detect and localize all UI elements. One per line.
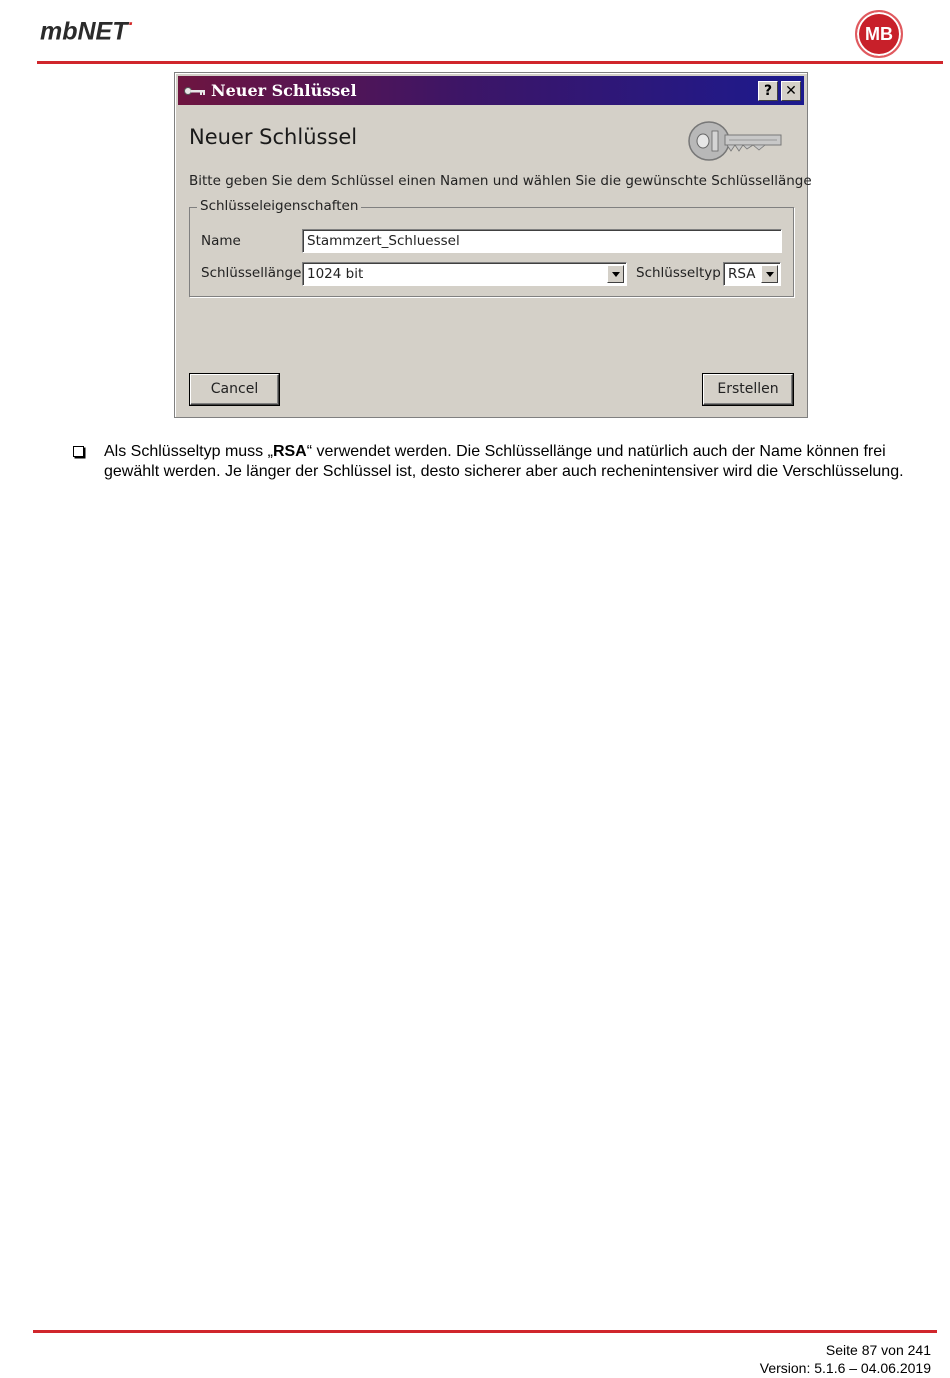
mbnet-logo bbox=[40, 14, 134, 46]
key-type-label: Schlüsseltyp bbox=[636, 265, 721, 281]
key-length-select[interactable] bbox=[302, 262, 627, 286]
group-title: Schlüsseleigenschaften bbox=[197, 198, 361, 214]
logo-text: mbNET bbox=[40, 17, 128, 46]
dialog-titlebar bbox=[178, 76, 804, 105]
para-text-before: Als Schlüsseltyp muss „ bbox=[104, 443, 273, 460]
page-number: Seite 87 von 241 bbox=[825, 1342, 931, 1358]
cancel-button[interactable]: Cancel bbox=[190, 374, 279, 405]
close-button[interactable]: ✕ bbox=[781, 81, 801, 101]
checkbox-bullet-icon bbox=[73, 446, 84, 457]
key-icon bbox=[687, 119, 787, 163]
logo-accent: · bbox=[127, 14, 134, 34]
dialog-window-title: Neuer Schlüssel bbox=[211, 81, 357, 100]
key-type-select[interactable] bbox=[723, 262, 781, 286]
mb-logo-badge: MB bbox=[855, 10, 903, 58]
chevron-down-icon[interactable] bbox=[607, 265, 624, 283]
name-input[interactable]: Stammzert_Schluessel bbox=[302, 229, 782, 253]
key-small-icon bbox=[184, 85, 206, 97]
dialog-description: Bitte geben Sie dem Schlüssel einen Namen und wählen Sie die gewünschte Schlüssellänge bbox=[189, 173, 812, 189]
key-length-label: Schlüssellänge bbox=[201, 265, 302, 281]
footer-rule bbox=[33, 1330, 937, 1333]
key-type-value: RSA bbox=[728, 266, 756, 282]
new-key-dialog bbox=[174, 72, 812, 418]
header-rule bbox=[37, 61, 943, 64]
body-paragraph bbox=[104, 442, 934, 482]
para-text-bold: RSA bbox=[272, 443, 307, 460]
para-text-after: “ verwendet werden. Die Schlüssellänge und natürlich auch der Name können frei gewählt werden. Je länger der Schlüssel ist, desto sicherer aber auch rechenintensiver wird die Verschlüsselung. bbox=[104, 443, 904, 480]
version-info: Version: 5.1.6 – 04.06.2019 bbox=[759, 1360, 931, 1376]
create-button[interactable]: Erstellen bbox=[703, 374, 793, 405]
name-label: Name bbox=[201, 233, 241, 249]
dialog-heading: Neuer Schlüssel bbox=[189, 125, 358, 149]
help-button[interactable]: ? bbox=[758, 81, 778, 101]
chevron-down-icon[interactable] bbox=[761, 265, 778, 283]
key-length-value: 1024 bit bbox=[307, 266, 364, 282]
